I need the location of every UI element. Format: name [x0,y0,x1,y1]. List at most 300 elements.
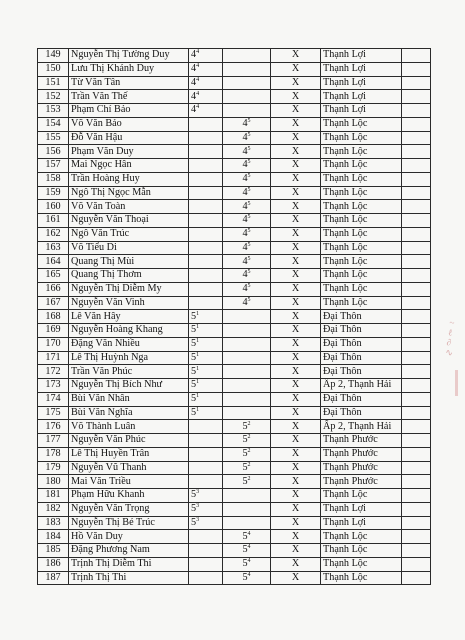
empty-notes-cell [402,172,431,186]
full-name-cell-value: Lưu Thị Khánh Duy [71,63,155,75]
empty-notes-cell [402,310,431,324]
table-row [38,392,431,406]
location-cell-value: Thạnh Lộc [323,489,368,501]
full-name-cell [69,76,189,90]
full-name-cell [69,489,189,503]
full-name-cell-value: Phạm Hữu Khanh [71,489,145,501]
table-row [38,461,431,475]
row-number-cell [38,351,69,365]
empty-notes-cell [402,351,431,365]
empty-notes-cell [402,516,431,530]
row-number-cell-value: 185 [45,544,61,556]
table-row [38,227,431,241]
group-code-cell-b-superscript: 5 [247,255,251,262]
row-number-cell [38,241,69,255]
location-cell [321,489,402,503]
check-mark-cell [271,475,321,489]
location-cell-value: Thạnh Lộc [323,296,368,308]
table-row [38,49,431,63]
full-name-cell [69,530,189,544]
check-mark-cell-value: X [291,269,300,281]
location-cell [321,392,402,406]
check-mark-cell-value: X [291,558,300,570]
full-name-cell [69,255,189,269]
group-code-cell-a-value: 4 [191,63,197,75]
full-name-cell [69,117,189,131]
empty-notes-cell [402,255,431,269]
check-mark-cell [271,49,321,63]
group-code-cell-a [189,214,223,228]
empty-notes-cell [402,502,431,516]
group-code-cell-b-value: 4 [242,131,248,143]
check-mark-cell [271,489,321,503]
full-name-cell [69,145,189,159]
group-code-cell-a-superscript: 4 [196,104,200,111]
group-code-cell-a [189,200,223,214]
row-number-cell [38,516,69,530]
table-row [38,406,431,420]
group-code-cell-b [223,310,271,324]
group-code-cell-a [189,90,223,104]
check-mark-cell [271,406,321,420]
row-number-cell-value: 176 [45,420,61,432]
row-number-cell-value: 160 [45,200,61,212]
full-name-cell-value: Ngô Thị Ngọc Mẫn [71,186,151,198]
group-code-cell-b [223,145,271,159]
location-cell-value: Thạnh Lộc [323,241,368,253]
check-mark-cell-value: X [291,475,300,487]
group-code-cell-a-value: 5 [191,365,197,377]
group-code-cell-a [189,104,223,118]
group-code-cell-a-superscript: 3 [196,489,200,496]
row-number-cell-value: 168 [45,310,61,322]
row-number-cell-value: 184 [45,530,61,542]
group-code-cell-b [223,104,271,118]
location-cell-value: Thạnh Lộc [323,118,368,130]
group-code-cell-a-value: 4 [191,104,197,116]
full-name-cell-value: Võ Văn Bảo [71,118,122,130]
table-row [38,255,431,269]
row-number-cell [38,76,69,90]
location-cell [321,365,402,379]
row-number-cell-value: 155 [45,131,61,143]
location-cell-value: Đại Thôn [323,324,362,336]
empty-notes-cell [402,406,431,420]
row-number-cell [38,392,69,406]
empty-notes-cell [402,62,431,76]
check-mark-cell-value: X [291,434,300,446]
group-code-cell-a-superscript: 4 [196,63,200,70]
row-number-cell-value: 180 [45,475,61,487]
group-code-cell-a [189,186,223,200]
student-roster-table [37,48,431,585]
row-number-cell-value: 181 [45,489,61,501]
row-number-cell [38,420,69,434]
group-code-cell-b [223,337,271,351]
row-number-cell-value: 154 [45,118,61,130]
group-code-cell-b-superscript: 2 [247,448,251,455]
group-code-cell-a-value: 5 [191,516,197,528]
row-number-cell [38,557,69,571]
location-cell-value: Thạnh Phước [323,461,378,473]
row-number-cell [38,200,69,214]
full-name-cell [69,557,189,571]
row-number-cell [38,489,69,503]
table-row [38,489,431,503]
row-number-cell-value: 173 [45,379,61,391]
group-code-cell-a [189,49,223,63]
check-mark-cell-value: X [291,118,300,130]
full-name-cell-value: Đặng Văn Nhiều [71,338,140,350]
row-number-cell [38,434,69,448]
group-code-cell-a-superscript: 1 [196,351,200,358]
table-row [38,337,431,351]
group-code-cell-b-value: 5 [242,571,248,583]
row-number-cell [38,365,69,379]
group-code-cell-a-value: 4 [191,76,197,88]
full-name-cell [69,296,189,310]
table-row [38,104,431,118]
empty-notes-cell [402,420,431,434]
empty-notes-cell [402,324,431,338]
group-code-cell-a-value: 5 [191,503,197,515]
check-mark-cell-value: X [291,489,300,501]
group-code-cell-b-value: 5 [242,461,248,473]
table-row [38,282,431,296]
row-number-cell [38,337,69,351]
full-name-cell [69,406,189,420]
location-cell [321,544,402,558]
group-code-cell-b-superscript: 5 [247,186,251,193]
group-code-cell-b [223,365,271,379]
location-cell [321,557,402,571]
group-code-cell-b-value: 4 [242,186,248,198]
table-row [38,241,431,255]
group-code-cell-a [189,571,223,585]
group-code-cell-b-superscript: 5 [247,145,251,152]
table-row [38,90,431,104]
location-cell-value: Thạnh Lộc [323,145,368,157]
check-mark-cell-value: X [291,379,300,391]
group-code-cell-a [189,502,223,516]
full-name-cell [69,461,189,475]
full-name-cell [69,186,189,200]
group-code-cell-a [189,269,223,283]
group-code-cell-b [223,269,271,283]
row-number-cell-value: 156 [45,145,61,157]
empty-notes-cell [402,544,431,558]
location-cell-value: Ấp 2, Thạnh Hải [323,420,392,432]
location-cell-value: Thạnh Phước [323,434,378,446]
check-mark-cell [271,310,321,324]
group-code-cell-a-superscript: 3 [196,503,200,510]
location-cell [321,530,402,544]
group-code-cell-a [189,489,223,503]
check-mark-cell [271,571,321,585]
row-number-cell [38,49,69,63]
group-code-cell-a-value: 5 [191,351,197,363]
check-mark-cell [271,214,321,228]
empty-notes-cell [402,214,431,228]
full-name-cell [69,49,189,63]
group-code-cell-a [189,392,223,406]
location-cell-value: Thạnh Lộc [323,558,368,570]
row-number-cell-value: 178 [45,448,61,460]
full-name-cell-value: Lê Văn Hây [71,310,121,322]
location-cell-value: Đại Thôn [323,393,362,405]
full-name-cell-value: Nguyễn Văn Phúc [71,434,146,446]
full-name-cell-value: Trần Văn Phúc [71,365,133,377]
table-row [38,351,431,365]
group-code-cell-a [189,76,223,90]
group-code-cell-a-superscript: 1 [196,406,200,413]
group-code-cell-a [189,461,223,475]
check-mark-cell-value: X [291,173,300,185]
check-mark-cell-value: X [291,448,300,460]
group-code-cell-a-superscript: 1 [196,393,200,400]
location-cell [321,461,402,475]
group-code-cell-b [223,434,271,448]
full-name-cell-value: Mai Ngọc Hân [71,159,132,171]
full-name-cell-value: Nguyễn Thị Bích Như [71,379,163,391]
location-cell-value: Thạnh Lộc [323,186,368,198]
check-mark-cell-value: X [291,544,300,556]
row-number-cell [38,90,69,104]
group-code-cell-a [189,420,223,434]
full-name-cell-value: Nguyễn Thị Diễm My [71,283,162,295]
table-row [38,475,431,489]
group-code-cell-b-value: 4 [242,173,248,185]
full-name-cell [69,200,189,214]
check-mark-cell-value: X [291,530,300,542]
table-row [38,269,431,283]
check-mark-cell [271,392,321,406]
full-name-cell [69,227,189,241]
group-code-cell-a [189,62,223,76]
row-number-cell [38,214,69,228]
full-name-cell [69,502,189,516]
group-code-cell-b-value: 5 [242,448,248,460]
check-mark-cell-value: X [291,310,300,322]
empty-notes-cell [402,200,431,214]
check-mark-cell-value: X [291,503,300,515]
table-row [38,530,431,544]
empty-notes-cell [402,131,431,145]
check-mark-cell [271,461,321,475]
group-code-cell-a-value: 4 [191,90,197,102]
group-code-cell-b-superscript: 5 [247,131,251,138]
check-mark-cell-value: X [291,338,300,350]
group-code-cell-b-value: 5 [242,558,248,570]
group-code-cell-a-superscript: 4 [196,76,200,83]
row-number-cell [38,447,69,461]
group-code-cell-b [223,76,271,90]
row-number-cell-value: 158 [45,173,61,185]
check-mark-cell [271,145,321,159]
group-code-cell-a [189,310,223,324]
group-code-cell-b-superscript: 4 [247,571,251,578]
group-code-cell-b [223,131,271,145]
group-code-cell-b [223,516,271,530]
group-code-cell-b-value: 4 [242,255,248,267]
row-number-cell [38,379,69,393]
empty-notes-cell [402,447,431,461]
group-code-cell-a [189,475,223,489]
row-number-cell-value: 157 [45,159,61,171]
full-name-cell [69,392,189,406]
table-row [38,544,431,558]
check-mark-cell-value: X [291,420,300,432]
location-cell [321,351,402,365]
group-code-cell-b [223,557,271,571]
row-number-cell-value: 150 [45,63,61,75]
check-mark-cell [271,104,321,118]
margin-ink-mark [455,370,458,396]
check-mark-cell-value: X [291,214,300,226]
table-row [38,557,431,571]
group-code-cell-a-superscript: 1 [196,310,200,317]
row-number-cell [38,324,69,338]
row-number-cell-value: 174 [45,393,61,405]
group-code-cell-b-superscript: 5 [247,200,251,207]
row-number-cell-value: 183 [45,516,61,528]
location-cell [321,324,402,338]
table-row [38,571,431,585]
check-mark-cell [271,76,321,90]
full-name-cell-value: Lê Thị Huyền Trân [71,448,150,460]
group-code-cell-b-value: 4 [242,214,248,226]
location-cell-value: Thạnh Lộc [323,228,368,240]
empty-notes-cell [402,90,431,104]
check-mark-cell-value: X [291,49,300,61]
group-code-cell-a [189,145,223,159]
empty-notes-cell [402,461,431,475]
group-code-cell-a-value: 5 [191,406,197,418]
empty-notes-cell [402,49,431,63]
check-mark-cell-value: X [291,516,300,528]
row-number-cell-value: 161 [45,214,61,226]
group-code-cell-b [223,502,271,516]
check-mark-cell [271,241,321,255]
empty-notes-cell [402,365,431,379]
empty-notes-cell [402,117,431,131]
group-code-cell-b [223,296,271,310]
row-number-cell [38,310,69,324]
full-name-cell-value: Nguyễn Văn Trọng [71,503,150,515]
location-cell-value: Thạnh Lợi [323,503,367,515]
location-cell-value: Thạnh Lộc [323,255,368,267]
empty-notes-cell [402,282,431,296]
location-cell [321,131,402,145]
check-mark-cell-value: X [291,186,300,198]
group-code-cell-a-value: 5 [191,379,197,391]
group-code-cell-b-value: 4 [242,228,248,240]
group-code-cell-b [223,447,271,461]
group-code-cell-b-value: 4 [242,145,248,157]
full-name-cell [69,172,189,186]
location-cell-value: Thạnh Lợi [323,76,367,88]
group-code-cell-a [189,447,223,461]
location-cell [321,447,402,461]
group-code-cell-b-value: 5 [242,530,248,542]
row-number-cell-value: 187 [45,571,61,583]
full-name-cell-value: Quang Thị Thơm [71,269,142,281]
location-cell-value: Thạnh Lợi [323,90,367,102]
group-code-cell-b-value: 4 [242,118,248,130]
full-name-cell-value: Trần Hoàng Huy [71,173,140,185]
location-cell [321,310,402,324]
location-cell [321,269,402,283]
location-cell [321,104,402,118]
row-number-cell [38,172,69,186]
row-number-cell [38,544,69,558]
check-mark-cell [271,172,321,186]
row-number-cell [38,530,69,544]
empty-notes-cell [402,392,431,406]
check-mark-cell-value: X [291,571,300,583]
location-cell-value: Thạnh Lợi [323,49,367,61]
check-mark-cell [271,269,321,283]
table-row [38,145,431,159]
group-code-cell-a [189,324,223,338]
check-mark-cell [271,420,321,434]
row-number-cell-value: 162 [45,228,61,240]
check-mark-cell [271,434,321,448]
table-row [38,434,431,448]
group-code-cell-b [223,62,271,76]
full-name-cell-value: Lê Thị Huỳnh Nga [71,351,149,363]
full-name-cell-value: Võ Thành Luân [71,420,136,432]
row-number-cell [38,186,69,200]
empty-notes-cell [402,475,431,489]
full-name-cell [69,159,189,173]
group-code-cell-b-superscript: 2 [247,434,251,441]
full-name-cell [69,62,189,76]
table-row [38,131,431,145]
location-cell [321,475,402,489]
row-number-cell [38,282,69,296]
full-name-cell-value: Ngô Văn Trúc [71,228,130,240]
group-code-cell-b [223,200,271,214]
group-code-cell-b-superscript: 2 [247,420,251,427]
location-cell [321,172,402,186]
group-code-cell-b [223,324,271,338]
row-number-cell-value: 166 [45,283,61,295]
check-mark-cell [271,227,321,241]
table-row [38,502,431,516]
group-code-cell-b [223,461,271,475]
location-cell [321,406,402,420]
group-code-cell-b-superscript: 5 [247,283,251,290]
group-code-cell-b [223,159,271,173]
check-mark-cell-value: X [291,76,300,88]
full-name-cell-value: Nguyễn Thị Tường Duy [71,49,170,61]
full-name-cell-value: Nguyễn Hoàng Khang [71,324,163,336]
row-number-cell-value: 169 [45,324,61,336]
check-mark-cell [271,337,321,351]
full-name-cell [69,104,189,118]
full-name-cell-value: Trần Văn Thế [71,90,128,102]
location-cell [321,255,402,269]
group-code-cell-a [189,406,223,420]
check-mark-cell-value: X [291,393,300,405]
row-number-cell-value: 182 [45,503,61,515]
row-number-cell [38,502,69,516]
empty-notes-cell [402,296,431,310]
group-code-cell-a-superscript: 1 [196,324,200,331]
check-mark-cell [271,365,321,379]
full-name-cell-value: Bùi Văn Nghĩa [71,406,133,418]
